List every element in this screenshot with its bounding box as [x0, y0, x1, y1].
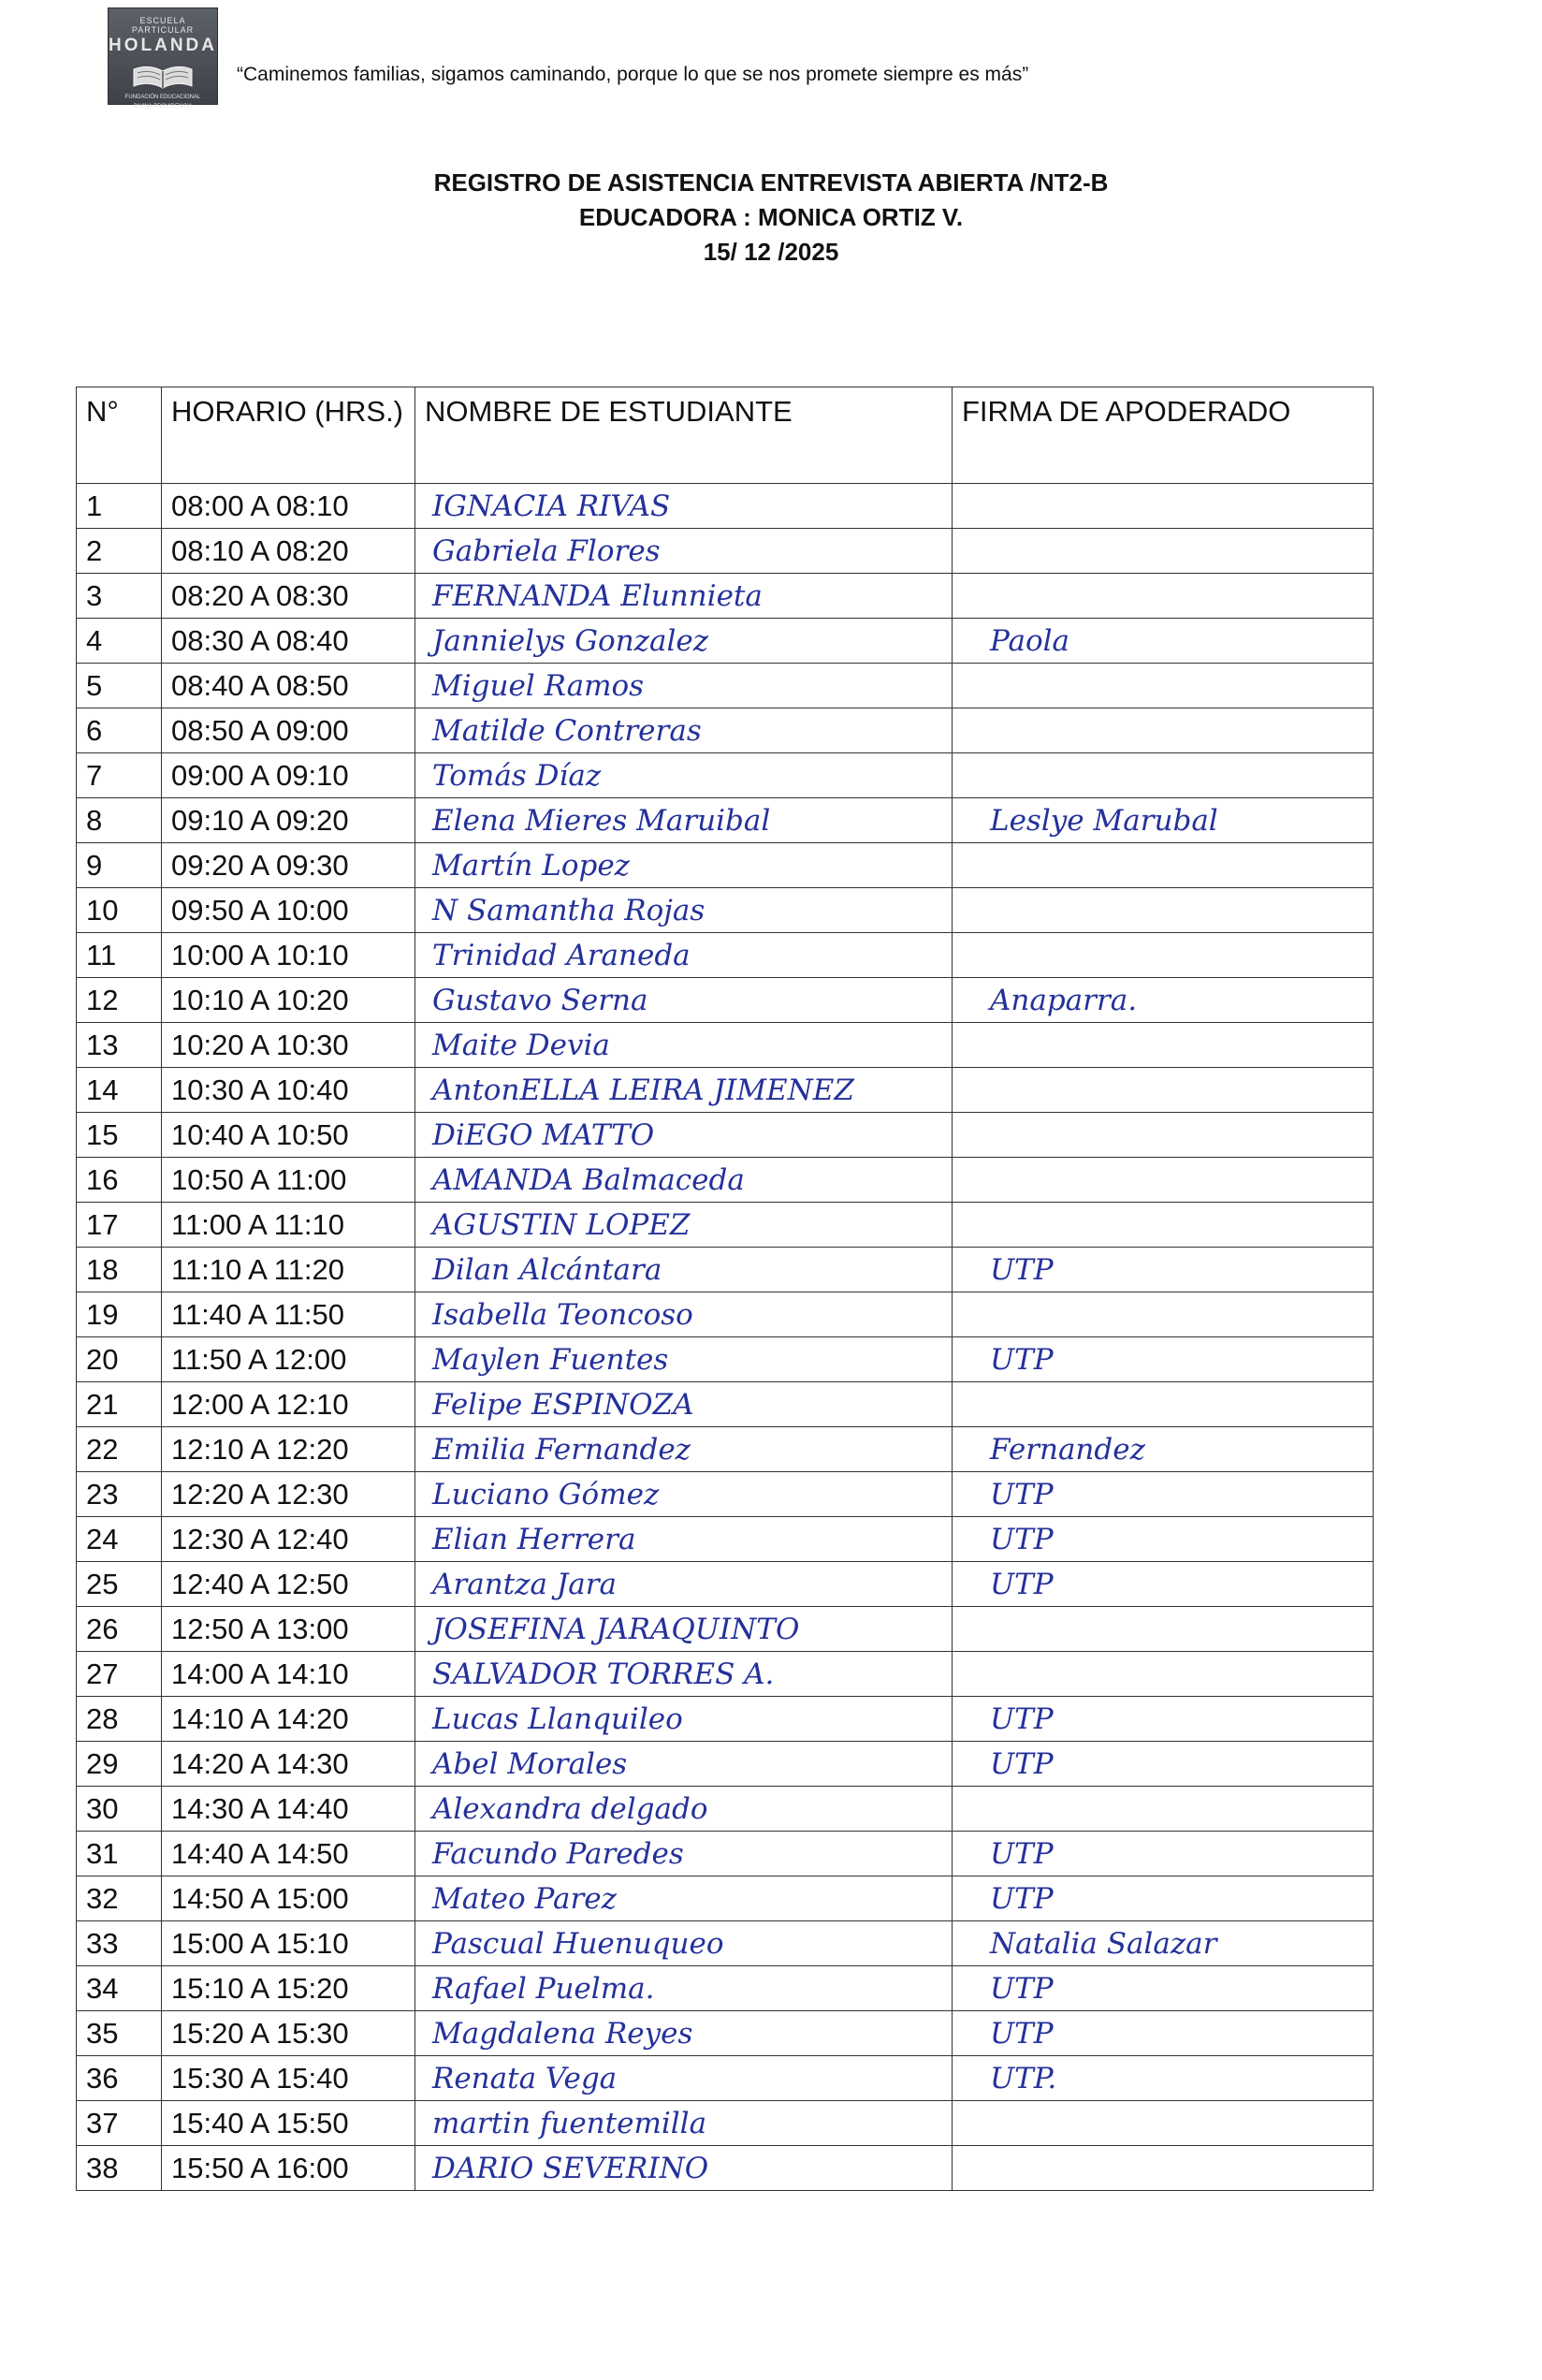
- row-guardian-signature: [953, 1382, 1374, 1427]
- row-student-name: Rafael Puelma.: [415, 1966, 953, 2011]
- table-row: [77, 1248, 1374, 1292]
- row-student-name: N Samantha Rojas: [415, 888, 953, 933]
- row-schedule: 14:10 A 14:20: [162, 1697, 415, 1742]
- row-number: 36: [77, 2056, 162, 2101]
- row-number: 29: [77, 1742, 162, 1787]
- table-row: [77, 1562, 1374, 1607]
- row-schedule: 12:40 A 12:50: [162, 1562, 415, 1607]
- table-row: [77, 978, 1374, 1023]
- table-row: [77, 708, 1374, 753]
- row-schedule: 09:00 A 09:10: [162, 753, 415, 798]
- school-logo: [108, 7, 218, 110]
- row-schedule: 10:30 A 10:40: [162, 1068, 415, 1113]
- row-schedule: 08:50 A 09:00: [162, 708, 415, 753]
- table-row: [77, 664, 1374, 708]
- row-number: 6: [77, 708, 162, 753]
- row-guardian-signature: [953, 1787, 1374, 1832]
- row-number: 22: [77, 1427, 162, 1472]
- row-guardian-signature: [953, 1203, 1374, 1248]
- document-title: REGISTRO DE ASISTENCIA ENTREVISTA ABIERTA /NT2-B: [433, 168, 1109, 197]
- table-row: [77, 619, 1374, 664]
- row-number: 12: [77, 978, 162, 1023]
- logo-top-text: ESCUELA PARTICULAR: [131, 16, 195, 35]
- row-number: 28: [77, 1697, 162, 1742]
- table-row: [77, 2146, 1374, 2191]
- row-student-name: Emilia Fernandez: [415, 1427, 953, 1472]
- row-schedule: 14:40 A 14:50: [162, 1832, 415, 1876]
- row-number: 33: [77, 1921, 162, 1966]
- row-guardian-signature: UTP: [953, 1966, 1374, 2011]
- row-student-name: Maite Devia: [415, 1023, 953, 1068]
- row-number: 1: [77, 484, 162, 529]
- row-student-name: Pascual Huenuqueo: [415, 1921, 953, 1966]
- table-row: [77, 1427, 1374, 1472]
- table-row: [77, 1966, 1374, 2011]
- row-schedule: 11:50 A 12:00: [162, 1337, 415, 1382]
- row-number: 11: [77, 933, 162, 978]
- row-schedule: 15:00 A 15:10: [162, 1921, 415, 1966]
- row-schedule: 12:30 A 12:40: [162, 1517, 415, 1562]
- row-guardian-signature: [953, 2101, 1374, 2146]
- row-schedule: 14:20 A 14:30: [162, 1742, 415, 1787]
- row-guardian-signature: [953, 529, 1374, 574]
- row-student-name: AntonELLA LEIRA JIMENEZ: [415, 1068, 953, 1113]
- row-schedule: 09:50 A 10:00: [162, 888, 415, 933]
- row-student-name: Isabella Teoncoso: [415, 1292, 953, 1337]
- row-student-name: Miguel Ramos: [415, 664, 953, 708]
- row-number: 13: [77, 1023, 162, 1068]
- row-guardian-signature: [953, 484, 1374, 529]
- row-student-name: AMANDA Balmaceda: [415, 1158, 953, 1203]
- row-student-name: Felipe ESPINOZA: [415, 1382, 953, 1427]
- table-row: [77, 2011, 1374, 2056]
- motto: “Caminemos familias, sigamos caminando, porque lo que se nos promete siempre es más”: [237, 64, 1029, 85]
- row-number: 3: [77, 574, 162, 619]
- table-row: [77, 798, 1374, 843]
- row-guardian-signature: Anaparra.: [953, 978, 1374, 1023]
- row-guardian-signature: [953, 843, 1374, 888]
- date-line: 15/ 12 /2025: [703, 238, 839, 266]
- row-number: 20: [77, 1337, 162, 1382]
- logo-foot-line-1: FUNDACIÓN EDUCACIONAL: [124, 95, 201, 100]
- row-number: 5: [77, 664, 162, 708]
- row-number: 17: [77, 1203, 162, 1248]
- row-student-name: Magdalena Reyes: [415, 2011, 953, 2056]
- row-number: 4: [77, 619, 162, 664]
- row-student-name: Mateo Parez: [415, 1876, 953, 1921]
- row-schedule: 15:30 A 15:40: [162, 2056, 415, 2101]
- row-schedule: 15:40 A 15:50: [162, 2101, 415, 2146]
- row-student-name: Gustavo Serna: [415, 978, 953, 1023]
- table-row: [77, 1023, 1374, 1068]
- row-student-name: SALVADOR TORRES A.: [415, 1652, 953, 1697]
- row-student-name: Dilan Alcántara: [415, 1248, 953, 1292]
- row-student-name: Trinidad Araneda: [415, 933, 953, 978]
- table-row: [77, 1607, 1374, 1652]
- table-row: [77, 574, 1374, 619]
- row-number: 26: [77, 1607, 162, 1652]
- table-row: [77, 1292, 1374, 1337]
- row-student-name: FERNANDA Elunnieta: [415, 574, 953, 619]
- row-schedule: 15:50 A 16:00: [162, 2146, 415, 2191]
- row-number: 2: [77, 529, 162, 574]
- logo-school-name: HOLANDA: [109, 36, 217, 55]
- table-row: [77, 1697, 1374, 1742]
- row-guardian-signature: [953, 888, 1374, 933]
- row-schedule: 10:40 A 10:50: [162, 1113, 415, 1158]
- row-student-name: JOSEFINA JARAQUINTO: [415, 1607, 953, 1652]
- row-student-name: Elian Herrera: [415, 1517, 953, 1562]
- row-student-name: AGUSTIN LOPEZ: [415, 1203, 953, 1248]
- row-schedule: 12:10 A 12:20: [162, 1427, 415, 1472]
- row-guardian-signature: UTP: [953, 1248, 1374, 1292]
- row-guardian-signature: [953, 1113, 1374, 1158]
- row-number: 7: [77, 753, 162, 798]
- table-row: [77, 1742, 1374, 1787]
- column-header-schedule: HORARIO (HRS.): [162, 387, 415, 484]
- row-schedule: 09:20 A 09:30: [162, 843, 415, 888]
- row-number: 19: [77, 1292, 162, 1337]
- row-schedule: 14:50 A 15:00: [162, 1876, 415, 1921]
- column-header-number: N°: [77, 387, 162, 484]
- row-schedule: 15:20 A 15:30: [162, 2011, 415, 2056]
- table-row: [77, 1337, 1374, 1382]
- row-guardian-signature: [953, 1068, 1374, 1113]
- row-student-name: Maylen Fuentes: [415, 1337, 953, 1382]
- row-guardian-signature: [953, 574, 1374, 619]
- row-student-name: Lucas Llanquileo: [415, 1697, 953, 1742]
- table-row: [77, 1113, 1374, 1158]
- table-row: [77, 2101, 1374, 2146]
- row-number: 24: [77, 1517, 162, 1562]
- row-schedule: 11:00 A 11:10: [162, 1203, 415, 1248]
- row-guardian-signature: [953, 2146, 1374, 2191]
- row-student-name: DARIO SEVERINO: [415, 2146, 953, 2191]
- row-student-name: Facundo Paredes: [415, 1832, 953, 1876]
- row-student-name: Tomás Díaz: [415, 753, 953, 798]
- row-guardian-signature: UTP: [953, 1742, 1374, 1787]
- row-guardian-signature: Natalia Salazar: [953, 1921, 1374, 1966]
- row-student-name: Alexandra delgado: [415, 1787, 953, 1832]
- table-row: [77, 1921, 1374, 1966]
- row-number: 16: [77, 1158, 162, 1203]
- row-schedule: 08:00 A 08:10: [162, 484, 415, 529]
- table-row: [77, 1068, 1374, 1113]
- attendance-table: [76, 387, 1374, 2191]
- row-guardian-signature: UTP: [953, 1337, 1374, 1382]
- row-guardian-signature: [953, 753, 1374, 798]
- row-guardian-signature: UTP: [953, 1832, 1374, 1876]
- row-schedule: 12:20 A 12:30: [162, 1472, 415, 1517]
- row-number: 35: [77, 2011, 162, 2056]
- row-number: 25: [77, 1562, 162, 1607]
- row-schedule: 10:50 A 11:00: [162, 1158, 415, 1203]
- row-guardian-signature: [953, 1292, 1374, 1337]
- row-guardian-signature: UTP: [953, 1697, 1374, 1742]
- table-row: [77, 1382, 1374, 1427]
- row-number: 32: [77, 1876, 162, 1921]
- row-number: 27: [77, 1652, 162, 1697]
- row-number: 38: [77, 2146, 162, 2191]
- row-student-name: Arantza Jara: [415, 1562, 953, 1607]
- row-student-name: DiEGO MATTO: [415, 1113, 953, 1158]
- row-schedule: 14:30 A 14:40: [162, 1787, 415, 1832]
- table-header-row: [77, 387, 1374, 484]
- column-header-student-name: NOMBRE DE ESTUDIANTE: [415, 387, 953, 484]
- row-guardian-signature: Leslye Marubal: [953, 798, 1374, 843]
- row-guardian-signature: [953, 933, 1374, 978]
- table-row: [77, 1158, 1374, 1203]
- row-guardian-signature: UTP: [953, 1562, 1374, 1607]
- row-guardian-signature: UTP: [953, 1472, 1374, 1517]
- table-row: [77, 1652, 1374, 1697]
- row-number: 30: [77, 1787, 162, 1832]
- row-guardian-signature: UTP: [953, 2011, 1374, 2056]
- table-row: [77, 1832, 1374, 1876]
- row-guardian-signature: [953, 664, 1374, 708]
- row-number: 31: [77, 1832, 162, 1876]
- row-number: 15: [77, 1113, 162, 1158]
- row-schedule: 08:10 A 08:20: [162, 529, 415, 574]
- open-book-icon: [130, 60, 196, 92]
- row-guardian-signature: [953, 1607, 1374, 1652]
- row-student-name: Renata Vega: [415, 2056, 953, 2101]
- table-row: [77, 843, 1374, 888]
- row-schedule: 14:00 A 14:10: [162, 1652, 415, 1697]
- column-header-guardian-signature: FIRMA DE APODERADO: [953, 387, 1374, 484]
- row-schedule: 09:10 A 09:20: [162, 798, 415, 843]
- table-row: [77, 1472, 1374, 1517]
- row-number: 8: [77, 798, 162, 843]
- table-row: [77, 1517, 1374, 1562]
- table-row: [77, 1787, 1374, 1832]
- row-student-name: Luciano Gómez: [415, 1472, 953, 1517]
- row-number: 23: [77, 1472, 162, 1517]
- table-row: [77, 933, 1374, 978]
- row-guardian-signature: Fernandez: [953, 1427, 1374, 1472]
- table-row: [77, 888, 1374, 933]
- table-row: [77, 753, 1374, 798]
- row-schedule: 10:20 A 10:30: [162, 1023, 415, 1068]
- table-row: [77, 529, 1374, 574]
- row-guardian-signature: UTP: [953, 1876, 1374, 1921]
- row-guardian-signature: [953, 708, 1374, 753]
- row-student-name: martin fuentemilla: [415, 2101, 953, 2146]
- row-schedule: 11:40 A 11:50: [162, 1292, 415, 1337]
- row-schedule: 12:50 A 13:00: [162, 1607, 415, 1652]
- row-schedule: 10:10 A 10:20: [162, 978, 415, 1023]
- row-student-name: Elena Mieres Maruibal: [415, 798, 953, 843]
- row-number: 34: [77, 1966, 162, 2011]
- row-number: 14: [77, 1068, 162, 1113]
- row-guardian-signature: Paola: [953, 619, 1374, 664]
- row-guardian-signature: UTP: [953, 1517, 1374, 1562]
- table-row: [77, 2056, 1374, 2101]
- row-guardian-signature: [953, 1652, 1374, 1697]
- row-student-name: Abel Morales: [415, 1742, 953, 1787]
- table-row: [77, 484, 1374, 529]
- row-schedule: 08:20 A 08:30: [162, 574, 415, 619]
- row-schedule: 10:00 A 10:10: [162, 933, 415, 978]
- row-student-name: Matilde Contreras: [415, 708, 953, 753]
- row-schedule: 08:40 A 08:50: [162, 664, 415, 708]
- table-row: [77, 1876, 1374, 1921]
- row-number: 9: [77, 843, 162, 888]
- row-student-name: IGNACIA RIVAS: [415, 484, 953, 529]
- row-number: 21: [77, 1382, 162, 1427]
- row-number: 18: [77, 1248, 162, 1292]
- row-student-name: Jannielys Gonzalez: [415, 619, 953, 664]
- row-schedule: 11:10 A 11:20: [162, 1248, 415, 1292]
- row-number: 37: [77, 2101, 162, 2146]
- table-row: [77, 1203, 1374, 1248]
- row-guardian-signature: [953, 1023, 1374, 1068]
- row-student-name: Martín Lopez: [415, 843, 953, 888]
- row-schedule: 08:30 A 08:40: [162, 619, 415, 664]
- row-guardian-signature: [953, 1158, 1374, 1203]
- row-student-name: Gabriela Flores: [415, 529, 953, 574]
- row-schedule: 12:00 A 12:10: [162, 1382, 415, 1427]
- row-number: 10: [77, 888, 162, 933]
- row-schedule: 15:10 A 15:20: [162, 1966, 415, 2011]
- teacher-line: EDUCADORA : MONICA ORTIZ V.: [578, 203, 964, 231]
- logo-foot-line-2: DIVINA PROVIDENCIA: [133, 104, 193, 110]
- row-guardian-signature: UTP.: [953, 2056, 1374, 2101]
